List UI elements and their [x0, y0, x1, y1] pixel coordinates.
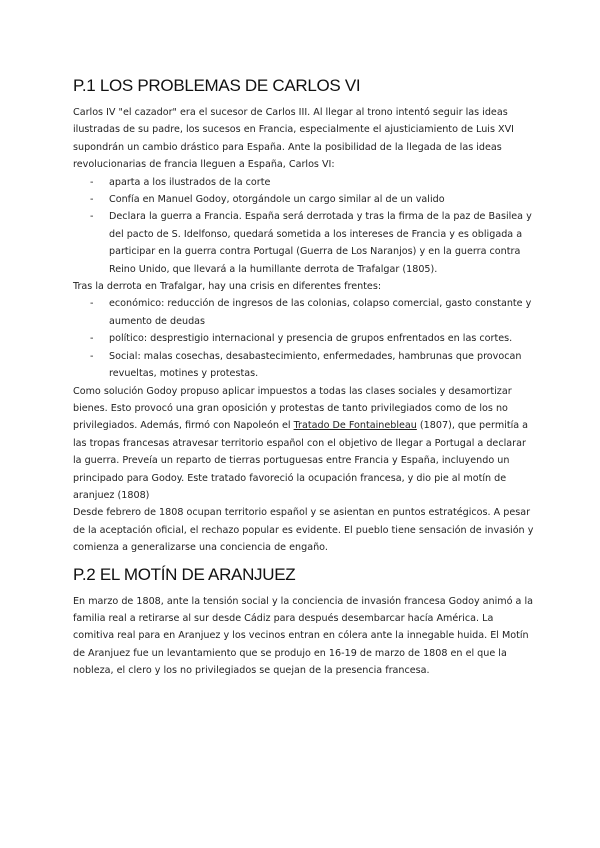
list-item: - económico: reducción de ingresos de las colonias, colapso comercial, gasto constante y aumento de deudas — [73, 295, 535, 330]
list-item: - aparta a los ilustrados de la corte — [73, 174, 535, 191]
list-item: - Declara la guerra a Francia. España será derrotada y tras la firma de la paz de Basilea y del pacto de S. Idelfonso, quedará sometida a los intereses de Francia y es obligada a participar en la guerra contra Portugal (Guerra de Los Naranjos) y en la guerra contra Reino Unido, que llevará a la humillante derrota de Trafalgar (1805). — [73, 208, 535, 278]
solution-paragraph — [73, 383, 535, 505]
list-item: - político: desprestigio internacional y presencia de grupos enfrentados en las cortes. — [73, 330, 535, 347]
list-item: - Social: malas cosechas, desabastecimiento, enfermedades, hambrunas que provocan revueltas, motines y protestas. — [73, 348, 535, 383]
document-content — [73, 74, 535, 680]
section2-paragraph: En marzo de 1808, ante la tensión social y la conciencia de invasión francesa Godoy animó a la familia real a retirarse al sur desde Cádiz para después desembarcar hacía América. La comitiva real para en Aranjuez y los vecinos entran en cólera ante la innegable huida. El Motín de Aranjuez fue un levantamiento que se produjo en 16-19 de marzo de 1808 en el que la nobleza, el clero y los no privilegiados se quejan de la presencia francesa. — [73, 595, 534, 677]
crisis-intro: Tras la derrota en Trafalgar, hay una crisis en diferentes frentes: — [73, 281, 382, 293]
crises-list — [73, 295, 535, 382]
section2-heading: P.2 EL MOTÍN DE ARANJUEZ — [73, 564, 296, 584]
list-item: - Confía en Manuel Godoy, otorgándole un cargo similar al de un valido — [73, 191, 535, 208]
occupation-paragraph: Desde febrero de 1808 ocupan territorio español y se asientan en puntos estratégicos. A pesar de la aceptación oficial, el rechazo popular es evidente. El pueblo tiene sensación de invasión y comienza a generalizarse una conciencia de engaño. — [73, 507, 534, 554]
treaty-link[interactable]: Tratado De Fontainebleau — [293, 420, 417, 432]
solution-text-after: (1807), que permitía a las tropas francesas atravesar territorio español con el objetivo de llegar a Portugal a declarar la guerra. Preveía un reparto de tierras portuguesas entre Francia y España, incluyendo un principado para Godoy. Este tratado favoreció la ocupación francesa, y dio pie al motín de aranjuez (1808) — [73, 420, 529, 501]
actions-list — [73, 174, 535, 278]
solution-text-before: Como solución Godoy propuso aplicar impuestos a todas las clases sociales y desamortizar bienes. Esto provocó una gran oposición y protestas de tanto privilegiados como de los no privilegiados. Además, firmó con Napoleón el — [73, 385, 512, 432]
section1-intro: Carlos IV "el cazador" era el sucesor de Carlos III. Al llegar al trono intentó seguir las ideas ilustradas de su padre, los sucesos en Francia, especialmente el ajusticiamiento de Luis XVI supondrán un cambio drástico para España. Ante la posibilidad de la llegada de las ideas revolucionarias de francia lleguen a España, Carlos VI: — [73, 107, 514, 171]
section1-heading: P.1 LOS PROBLEMAS DE CARLOS VI — [73, 76, 361, 95]
